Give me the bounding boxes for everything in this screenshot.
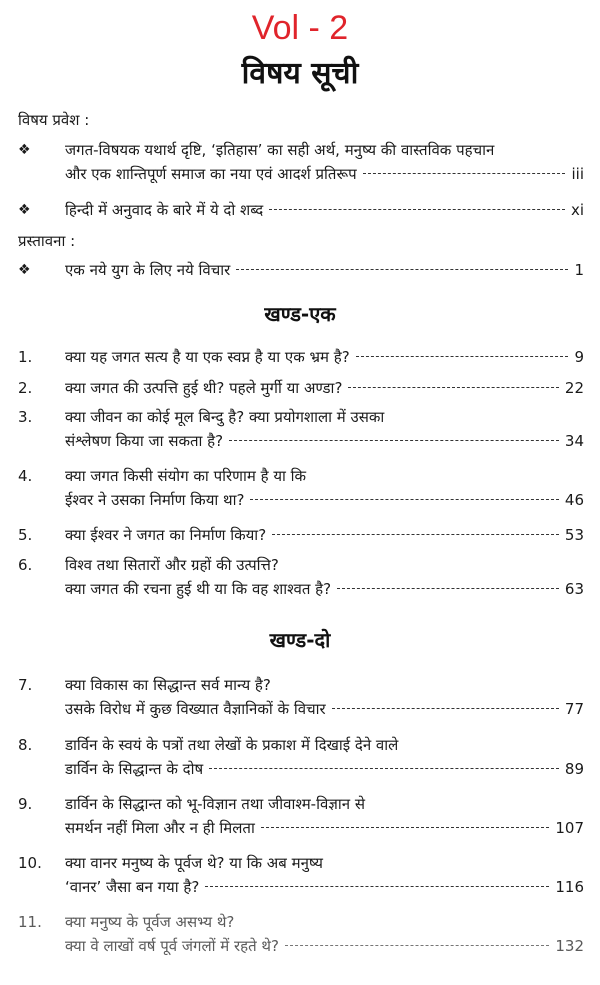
- entry-number: 9.: [18, 795, 33, 813]
- page-number: 22: [564, 379, 584, 397]
- entry-number: 6.: [18, 556, 33, 574]
- entry-line: ईश्वर ने उसका निर्माण किया था?: [65, 491, 245, 509]
- page-number: 63: [564, 580, 584, 598]
- volume-label: Vol - 2: [251, 9, 349, 47]
- toc-entry: [18, 258, 584, 282]
- toc-entry: [18, 792, 584, 840]
- toc-entry: [18, 198, 584, 222]
- dot-leader: [272, 534, 559, 535]
- toc-entry: [18, 345, 584, 369]
- entry-number: 3.: [18, 408, 33, 426]
- dot-leader: [236, 269, 568, 270]
- entry-line: क्या जगत किसी संयोग का परिणाम है या कि: [65, 467, 307, 485]
- entry-line: जगत-विषयक यथार्थ दृष्टि, ‘इतिहास’ का सही अर्थ, मनुष्य की वास्तविक पहचान: [65, 141, 495, 159]
- page-number: 132: [555, 937, 584, 955]
- dot-leader: [332, 708, 559, 709]
- page-number: 34: [564, 432, 584, 450]
- entry-number: 8.: [18, 736, 33, 754]
- entry-line: संश्लेषण किया जा सकता है?: [65, 432, 224, 450]
- toc-entry: [18, 523, 584, 547]
- entry-line: डार्विन के सिद्धान्त को भू-विज्ञान तथा जीवाश्म-विज्ञान से: [65, 795, 366, 813]
- entry-line: क्या यह जगत सत्य है या एक स्वप्न है या एक भ्रम है?: [65, 348, 350, 366]
- dot-leader: [285, 945, 549, 946]
- page-title: विषय सूची: [241, 56, 359, 91]
- entry-line: क्या ईश्वर ने जगत का निर्माण किया?: [65, 526, 267, 544]
- toc-entry: [18, 910, 584, 958]
- section-heading: खण्ड-दो: [269, 628, 331, 652]
- entry-number: 1.: [18, 348, 33, 366]
- toc-entry: [18, 464, 584, 512]
- dot-leader: [337, 588, 559, 589]
- dot-leader: [261, 827, 550, 828]
- entry-line: ‘वानर’ जैसा बन गया है?: [65, 878, 200, 896]
- page-number: iii: [571, 165, 584, 183]
- toc-entry: [18, 733, 584, 781]
- entry-line: क्या जगत की रचना हुई थी या कि वह शाश्वत है?: [65, 580, 332, 598]
- bullet-icon: ❖: [18, 142, 31, 158]
- entry-line: क्या वे लाखों वर्ष पूर्व जंगलों में रहते थे?: [65, 937, 279, 955]
- entry-line: क्या जीवन का कोई मूल बिन्दु है? क्या प्रयोगशाला में उसका: [65, 408, 385, 426]
- toc-entry: [18, 673, 584, 721]
- dot-leader: [356, 356, 569, 357]
- toc-entry: [18, 376, 584, 400]
- entry-line: हिन्दी में अनुवाद के बारे में ये दो शब्द: [65, 201, 264, 219]
- entry-number: 4.: [18, 467, 33, 485]
- entry-line: डार्विन के सिद्धान्त के दोष: [65, 760, 204, 778]
- entry-line: उसके विरोध में कुछ विख्यात वैज्ञानिकों के विचार: [65, 700, 326, 718]
- page-number: 1: [574, 261, 584, 279]
- bullet-icon: ❖: [18, 262, 31, 278]
- bullet-icon: ❖: [18, 202, 31, 218]
- page-number: 107: [555, 819, 584, 837]
- entry-line: क्या वानर मनुष्य के पूर्वज थे? या कि अब मनुष्य: [65, 854, 323, 872]
- entry-number: 2.: [18, 379, 33, 397]
- dot-leader: [348, 387, 559, 388]
- preface-label: प्रस्तावना :: [18, 232, 76, 250]
- section-heading: खण्ड-एक: [264, 302, 336, 326]
- entry-number: 7.: [18, 676, 33, 694]
- page-number: 89: [564, 760, 584, 778]
- entry-line: समर्थन नहीं मिला और न ही मिलता: [65, 819, 255, 837]
- intro-label: विषय प्रवेश :: [18, 111, 90, 129]
- entry-line: और एक शान्तिपूर्ण समाज का नया एवं आदर्श प्रतिरूप: [65, 165, 357, 183]
- page-number: 53: [564, 526, 584, 544]
- page-number: 77: [564, 700, 584, 718]
- entry-line: डार्विन के स्वयं के पत्रों तथा लेखों के प्रकाश में दिखाई देने वाले: [65, 736, 399, 754]
- entry-line: क्या विकास का सिद्धान्त सर्व मान्य है?: [65, 676, 271, 694]
- entry-line: क्या जगत की उत्पत्ति हुई थी? पहले मुर्गी या अण्डा?: [65, 379, 343, 397]
- toc-entry: [18, 553, 584, 601]
- toc-entry: [18, 405, 584, 453]
- entry-number: 11.: [18, 913, 42, 931]
- dot-leader: [250, 499, 558, 500]
- dot-leader: [363, 173, 566, 174]
- toc-entry: [18, 138, 584, 186]
- dot-leader: [205, 886, 549, 887]
- entry-number: 10.: [18, 854, 42, 872]
- toc-entry: [18, 851, 584, 899]
- entry-line: विश्व तथा सितारों और ग्रहों की उत्पत्ति?: [65, 556, 279, 574]
- dot-leader: [229, 440, 559, 441]
- dot-leader: [209, 768, 559, 769]
- entry-line: एक नये युग के लिए नये विचार: [65, 261, 231, 279]
- page-number: 116: [555, 878, 584, 896]
- page-number: xi: [570, 201, 584, 219]
- page-number: 9: [574, 348, 584, 366]
- page-number: 46: [564, 491, 584, 509]
- dot-leader: [269, 209, 565, 210]
- entry-line: क्या मनुष्य के पूर्वज असभ्य थे?: [65, 913, 235, 931]
- entry-number: 5.: [18, 526, 33, 544]
